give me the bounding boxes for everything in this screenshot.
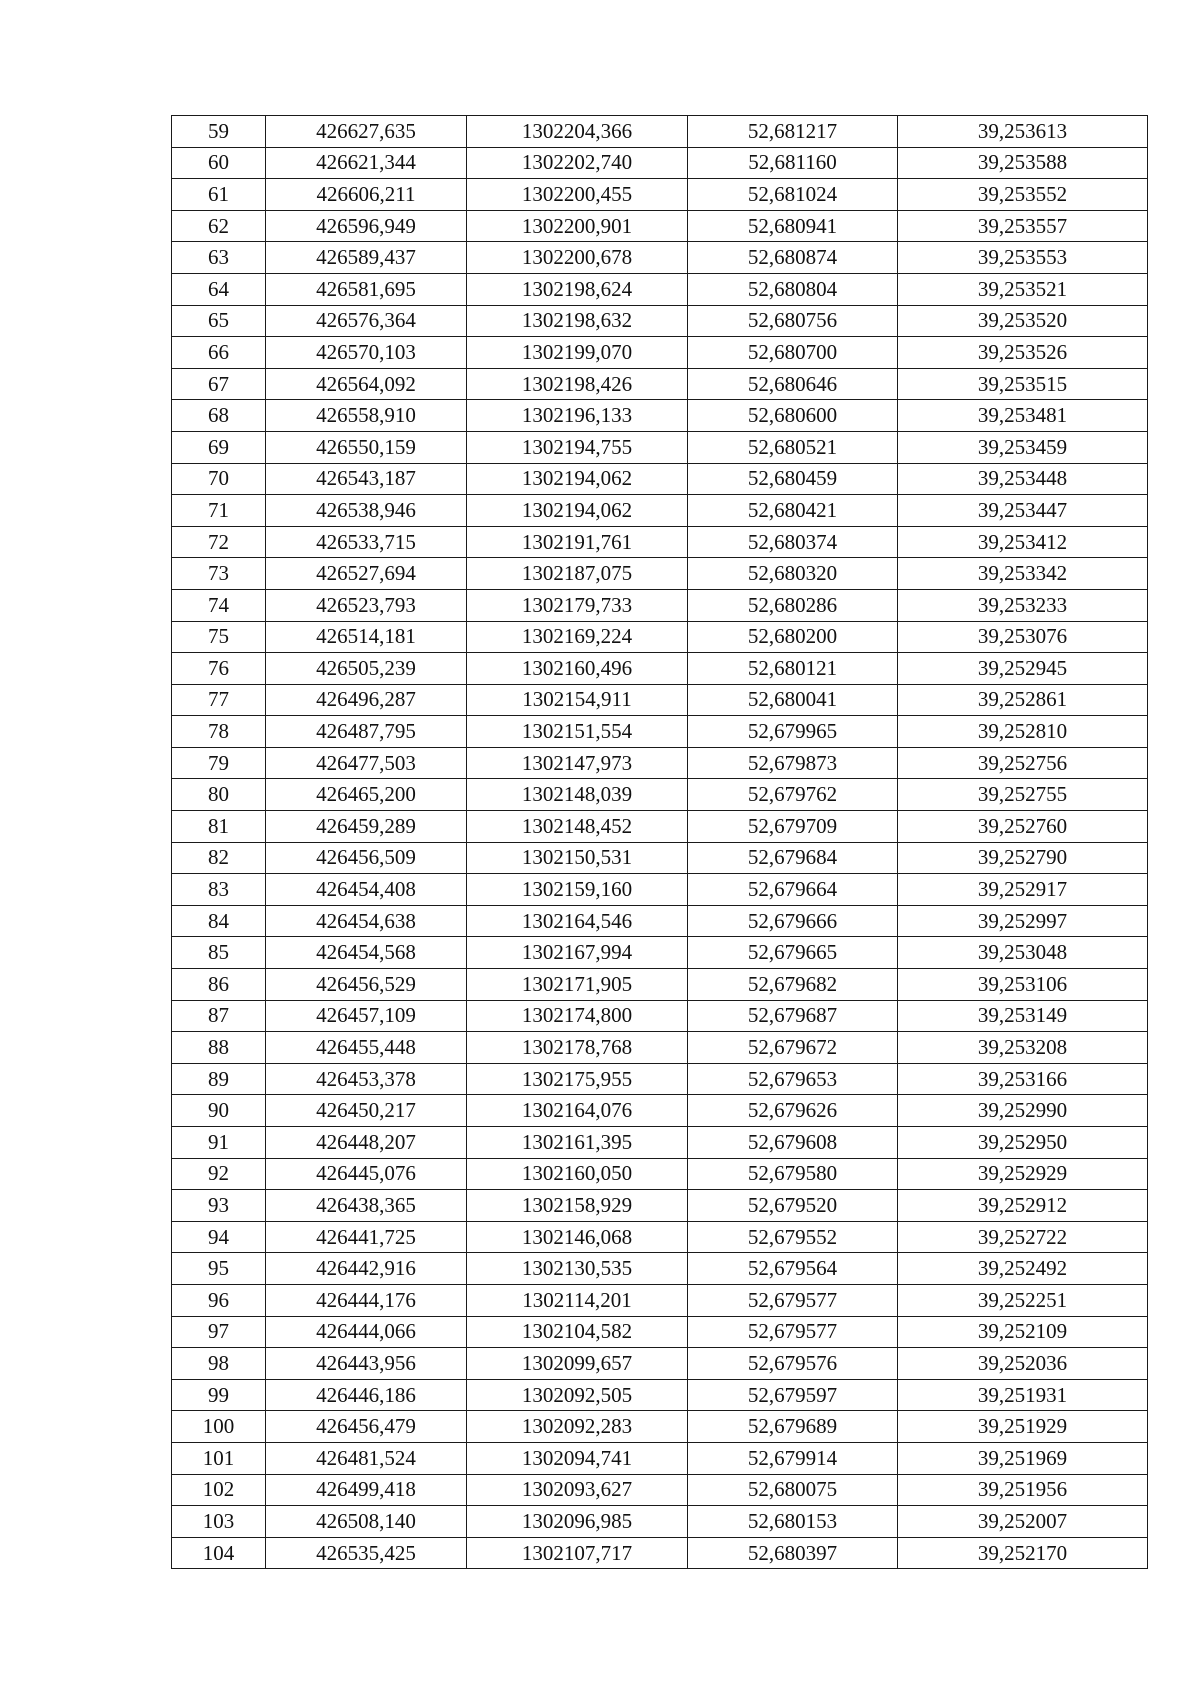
- longitude-cell: 39,251956: [898, 1474, 1148, 1506]
- longitude-cell: 39,252756: [898, 747, 1148, 779]
- x-coordinate-cell: 426453,378: [266, 1063, 467, 1095]
- point-number-cell: 68: [172, 400, 266, 432]
- y-coordinate-cell: 1302150,531: [467, 842, 688, 874]
- point-number-cell: 84: [172, 905, 266, 937]
- y-coordinate-cell: 1302148,039: [467, 779, 688, 811]
- x-coordinate-cell: 426514,181: [266, 621, 467, 653]
- latitude-cell: 52,679762: [688, 779, 898, 811]
- point-number-cell: 73: [172, 558, 266, 590]
- longitude-cell: 39,253526: [898, 337, 1148, 369]
- longitude-cell: 39,252170: [898, 1537, 1148, 1569]
- x-coordinate-cell: 426441,725: [266, 1221, 467, 1253]
- y-coordinate-cell: 1302202,740: [467, 147, 688, 179]
- longitude-cell: 39,252760: [898, 811, 1148, 843]
- longitude-cell: 39,252810: [898, 716, 1148, 748]
- x-coordinate-cell: 426456,509: [266, 842, 467, 874]
- table-row: [172, 1537, 1148, 1569]
- point-number-cell: 83: [172, 874, 266, 906]
- y-coordinate-cell: 1302167,994: [467, 937, 688, 969]
- longitude-cell: 39,252917: [898, 874, 1148, 906]
- longitude-cell: 39,253342: [898, 558, 1148, 590]
- table-row: [172, 495, 1148, 527]
- latitude-cell: 52,680421: [688, 495, 898, 527]
- latitude-cell: 52,680374: [688, 526, 898, 558]
- y-coordinate-cell: 1302191,761: [467, 526, 688, 558]
- point-number-cell: 94: [172, 1221, 266, 1253]
- y-coordinate-cell: 1302164,076: [467, 1095, 688, 1127]
- table-row: [172, 273, 1148, 305]
- longitude-cell: 39,253412: [898, 526, 1148, 558]
- x-coordinate-cell: 426508,140: [266, 1506, 467, 1538]
- latitude-cell: 52,679580: [688, 1158, 898, 1190]
- y-coordinate-cell: 1302130,535: [467, 1253, 688, 1285]
- latitude-cell: 52,680075: [688, 1474, 898, 1506]
- latitude-cell: 52,680286: [688, 589, 898, 621]
- table-row: [172, 147, 1148, 179]
- y-coordinate-cell: 1302179,733: [467, 589, 688, 621]
- table-row: [172, 1000, 1148, 1032]
- point-number-cell: 96: [172, 1284, 266, 1316]
- point-number-cell: 70: [172, 463, 266, 495]
- latitude-cell: 52,680397: [688, 1537, 898, 1569]
- point-number-cell: 87: [172, 1000, 266, 1032]
- table-row: [172, 937, 1148, 969]
- point-number-cell: 99: [172, 1379, 266, 1411]
- latitude-cell: 52,681024: [688, 179, 898, 211]
- point-number-cell: 93: [172, 1190, 266, 1222]
- table-row: [172, 1348, 1148, 1380]
- x-coordinate-cell: 426456,529: [266, 969, 467, 1001]
- table-row: [172, 463, 1148, 495]
- point-number-cell: 90: [172, 1095, 266, 1127]
- table-row: [172, 1442, 1148, 1474]
- point-number-cell: 75: [172, 621, 266, 653]
- y-coordinate-cell: 1302107,717: [467, 1537, 688, 1569]
- x-coordinate-cell: 426446,186: [266, 1379, 467, 1411]
- x-coordinate-cell: 426438,365: [266, 1190, 467, 1222]
- y-coordinate-cell: 1302094,741: [467, 1442, 688, 1474]
- latitude-cell: 52,679577: [688, 1316, 898, 1348]
- table-row: [172, 1032, 1148, 1064]
- longitude-cell: 39,253588: [898, 147, 1148, 179]
- point-number-cell: 101: [172, 1442, 266, 1474]
- longitude-cell: 39,253521: [898, 273, 1148, 305]
- point-number-cell: 59: [172, 116, 266, 148]
- longitude-cell: 39,253447: [898, 495, 1148, 527]
- table-row: [172, 811, 1148, 843]
- table-row: [172, 305, 1148, 337]
- longitude-cell: 39,253459: [898, 431, 1148, 463]
- y-coordinate-cell: 1302204,366: [467, 116, 688, 148]
- point-number-cell: 102: [172, 1474, 266, 1506]
- latitude-cell: 52,680700: [688, 337, 898, 369]
- latitude-cell: 52,679687: [688, 1000, 898, 1032]
- table-row: [172, 653, 1148, 685]
- table-row: [172, 779, 1148, 811]
- point-number-cell: 60: [172, 147, 266, 179]
- longitude-cell: 39,252722: [898, 1221, 1148, 1253]
- x-coordinate-cell: 426606,211: [266, 179, 467, 211]
- latitude-cell: 52,679664: [688, 874, 898, 906]
- table-row: [172, 747, 1148, 779]
- point-number-cell: 89: [172, 1063, 266, 1095]
- latitude-cell: 52,680200: [688, 621, 898, 653]
- longitude-cell: 39,253552: [898, 179, 1148, 211]
- table-row: [172, 368, 1148, 400]
- x-coordinate-cell: 426499,418: [266, 1474, 467, 1506]
- longitude-cell: 39,251929: [898, 1411, 1148, 1443]
- point-number-cell: 95: [172, 1253, 266, 1285]
- longitude-cell: 39,252007: [898, 1506, 1148, 1538]
- latitude-cell: 52,679608: [688, 1127, 898, 1159]
- longitude-cell: 39,252755: [898, 779, 1148, 811]
- point-number-cell: 64: [172, 273, 266, 305]
- y-coordinate-cell: 1302160,496: [467, 653, 688, 685]
- y-coordinate-cell: 1302114,201: [467, 1284, 688, 1316]
- latitude-cell: 52,679520: [688, 1190, 898, 1222]
- latitude-cell: 52,679552: [688, 1221, 898, 1253]
- latitude-cell: 52,681217: [688, 116, 898, 148]
- longitude-cell: 39,252492: [898, 1253, 1148, 1285]
- latitude-cell: 52,679626: [688, 1095, 898, 1127]
- latitude-cell: 52,680521: [688, 431, 898, 463]
- y-coordinate-cell: 1302104,582: [467, 1316, 688, 1348]
- longitude-cell: 39,252929: [898, 1158, 1148, 1190]
- point-number-cell: 62: [172, 210, 266, 242]
- latitude-cell: 52,680756: [688, 305, 898, 337]
- table-row: [172, 1063, 1148, 1095]
- y-coordinate-cell: 1302099,657: [467, 1348, 688, 1380]
- y-coordinate-cell: 1302154,911: [467, 684, 688, 716]
- x-coordinate-cell: 426581,695: [266, 273, 467, 305]
- longitude-cell: 39,252036: [898, 1348, 1148, 1380]
- x-coordinate-cell: 426459,289: [266, 811, 467, 843]
- point-number-cell: 85: [172, 937, 266, 969]
- y-coordinate-cell: 1302199,070: [467, 337, 688, 369]
- y-coordinate-cell: 1302194,755: [467, 431, 688, 463]
- latitude-cell: 52,680804: [688, 273, 898, 305]
- x-coordinate-cell: 426627,635: [266, 116, 467, 148]
- latitude-cell: 52,679682: [688, 969, 898, 1001]
- latitude-cell: 52,679576: [688, 1348, 898, 1380]
- longitude-cell: 39,252251: [898, 1284, 1148, 1316]
- longitude-cell: 39,252109: [898, 1316, 1148, 1348]
- x-coordinate-cell: 426465,200: [266, 779, 467, 811]
- x-coordinate-cell: 426457,109: [266, 1000, 467, 1032]
- point-number-cell: 98: [172, 1348, 266, 1380]
- table-row: [172, 1284, 1148, 1316]
- point-number-cell: 100: [172, 1411, 266, 1443]
- longitude-cell: 39,252861: [898, 684, 1148, 716]
- table-row: [172, 969, 1148, 1001]
- point-number-cell: 65: [172, 305, 266, 337]
- x-coordinate-cell: 426570,103: [266, 337, 467, 369]
- longitude-cell: 39,253048: [898, 937, 1148, 969]
- x-coordinate-cell: 426454,638: [266, 905, 467, 937]
- x-coordinate-cell: 426445,076: [266, 1158, 467, 1190]
- longitude-cell: 39,252950: [898, 1127, 1148, 1159]
- point-number-cell: 69: [172, 431, 266, 463]
- longitude-cell: 39,252912: [898, 1190, 1148, 1222]
- y-coordinate-cell: 1302148,452: [467, 811, 688, 843]
- table-row: [172, 210, 1148, 242]
- x-coordinate-cell: 426496,287: [266, 684, 467, 716]
- x-coordinate-cell: 426505,239: [266, 653, 467, 685]
- table-row: [172, 621, 1148, 653]
- y-coordinate-cell: 1302198,632: [467, 305, 688, 337]
- x-coordinate-cell: 426487,795: [266, 716, 467, 748]
- table-row: [172, 1095, 1148, 1127]
- longitude-cell: 39,253106: [898, 969, 1148, 1001]
- x-coordinate-cell: 426454,568: [266, 937, 467, 969]
- y-coordinate-cell: 1302194,062: [467, 495, 688, 527]
- x-coordinate-cell: 426558,910: [266, 400, 467, 432]
- x-coordinate-cell: 426523,793: [266, 589, 467, 621]
- table-row: [172, 431, 1148, 463]
- table-row: [172, 842, 1148, 874]
- x-coordinate-cell: 426448,207: [266, 1127, 467, 1159]
- y-coordinate-cell: 1302096,985: [467, 1506, 688, 1538]
- latitude-cell: 52,679709: [688, 811, 898, 843]
- y-coordinate-cell: 1302198,426: [467, 368, 688, 400]
- y-coordinate-cell: 1302194,062: [467, 463, 688, 495]
- x-coordinate-cell: 426444,066: [266, 1316, 467, 1348]
- y-coordinate-cell: 1302171,905: [467, 969, 688, 1001]
- x-coordinate-cell: 426564,092: [266, 368, 467, 400]
- coordinates-table: [171, 115, 1148, 1569]
- point-number-cell: 63: [172, 242, 266, 274]
- table-row: [172, 337, 1148, 369]
- point-number-cell: 76: [172, 653, 266, 685]
- x-coordinate-cell: 426535,425: [266, 1537, 467, 1569]
- y-coordinate-cell: 1302146,068: [467, 1221, 688, 1253]
- y-coordinate-cell: 1302175,955: [467, 1063, 688, 1095]
- point-number-cell: 81: [172, 811, 266, 843]
- longitude-cell: 39,251931: [898, 1379, 1148, 1411]
- y-coordinate-cell: 1302093,627: [467, 1474, 688, 1506]
- point-number-cell: 74: [172, 589, 266, 621]
- y-coordinate-cell: 1302200,901: [467, 210, 688, 242]
- table-row: [172, 1127, 1148, 1159]
- longitude-cell: 39,251969: [898, 1442, 1148, 1474]
- point-number-cell: 61: [172, 179, 266, 211]
- point-number-cell: 67: [172, 368, 266, 400]
- y-coordinate-cell: 1302160,050: [467, 1158, 688, 1190]
- table-row: [172, 400, 1148, 432]
- point-number-cell: 79: [172, 747, 266, 779]
- y-coordinate-cell: 1302198,624: [467, 273, 688, 305]
- point-number-cell: 71: [172, 495, 266, 527]
- table-row: [172, 1253, 1148, 1285]
- point-number-cell: 72: [172, 526, 266, 558]
- y-coordinate-cell: 1302196,133: [467, 400, 688, 432]
- point-number-cell: 104: [172, 1537, 266, 1569]
- longitude-cell: 39,253076: [898, 621, 1148, 653]
- longitude-cell: 39,253149: [898, 1000, 1148, 1032]
- longitude-cell: 39,253515: [898, 368, 1148, 400]
- latitude-cell: 52,679689: [688, 1411, 898, 1443]
- latitude-cell: 52,680153: [688, 1506, 898, 1538]
- latitude-cell: 52,679684: [688, 842, 898, 874]
- x-coordinate-cell: 426443,956: [266, 1348, 467, 1380]
- longitude-cell: 39,253557: [898, 210, 1148, 242]
- x-coordinate-cell: 426576,364: [266, 305, 467, 337]
- point-number-cell: 86: [172, 969, 266, 1001]
- table-row: [172, 179, 1148, 211]
- table-row: [172, 905, 1148, 937]
- table-row: [172, 716, 1148, 748]
- x-coordinate-cell: 426589,437: [266, 242, 467, 274]
- x-coordinate-cell: 426442,916: [266, 1253, 467, 1285]
- latitude-cell: 52,680459: [688, 463, 898, 495]
- y-coordinate-cell: 1302158,929: [467, 1190, 688, 1222]
- table-row: [172, 1221, 1148, 1253]
- y-coordinate-cell: 1302200,678: [467, 242, 688, 274]
- x-coordinate-cell: 426550,159: [266, 431, 467, 463]
- y-coordinate-cell: 1302174,800: [467, 1000, 688, 1032]
- longitude-cell: 39,253233: [898, 589, 1148, 621]
- latitude-cell: 52,680041: [688, 684, 898, 716]
- y-coordinate-cell: 1302092,283: [467, 1411, 688, 1443]
- latitude-cell: 52,679666: [688, 905, 898, 937]
- y-coordinate-cell: 1302092,505: [467, 1379, 688, 1411]
- latitude-cell: 52,679564: [688, 1253, 898, 1285]
- table-row: [172, 526, 1148, 558]
- x-coordinate-cell: 426481,524: [266, 1442, 467, 1474]
- latitude-cell: 52,679577: [688, 1284, 898, 1316]
- y-coordinate-cell: 1302161,395: [467, 1127, 688, 1159]
- table-row: [172, 1316, 1148, 1348]
- y-coordinate-cell: 1302151,554: [467, 716, 688, 748]
- table-row: [172, 1158, 1148, 1190]
- point-number-cell: 77: [172, 684, 266, 716]
- latitude-cell: 52,680320: [688, 558, 898, 590]
- y-coordinate-cell: 1302159,160: [467, 874, 688, 906]
- latitude-cell: 52,679914: [688, 1442, 898, 1474]
- table-row: [172, 1379, 1148, 1411]
- longitude-cell: 39,252997: [898, 905, 1148, 937]
- x-coordinate-cell: 426538,946: [266, 495, 467, 527]
- x-coordinate-cell: 426527,694: [266, 558, 467, 590]
- table-row: [172, 874, 1148, 906]
- longitude-cell: 39,253520: [898, 305, 1148, 337]
- latitude-cell: 52,679672: [688, 1032, 898, 1064]
- latitude-cell: 52,679665: [688, 937, 898, 969]
- latitude-cell: 52,679965: [688, 716, 898, 748]
- y-coordinate-cell: 1302147,973: [467, 747, 688, 779]
- longitude-cell: 39,253481: [898, 400, 1148, 432]
- latitude-cell: 52,681160: [688, 147, 898, 179]
- table-row: [172, 242, 1148, 274]
- point-number-cell: 88: [172, 1032, 266, 1064]
- latitude-cell: 52,680646: [688, 368, 898, 400]
- x-coordinate-cell: 426455,448: [266, 1032, 467, 1064]
- longitude-cell: 39,252990: [898, 1095, 1148, 1127]
- y-coordinate-cell: 1302200,455: [467, 179, 688, 211]
- longitude-cell: 39,253208: [898, 1032, 1148, 1064]
- table-row: [172, 684, 1148, 716]
- point-number-cell: 82: [172, 842, 266, 874]
- longitude-cell: 39,252790: [898, 842, 1148, 874]
- point-number-cell: 97: [172, 1316, 266, 1348]
- latitude-cell: 52,679597: [688, 1379, 898, 1411]
- table-row: [172, 116, 1148, 148]
- table-row: [172, 558, 1148, 590]
- point-number-cell: 91: [172, 1127, 266, 1159]
- x-coordinate-cell: 426596,949: [266, 210, 467, 242]
- table-row: [172, 1411, 1148, 1443]
- x-coordinate-cell: 426477,503: [266, 747, 467, 779]
- latitude-cell: 52,679873: [688, 747, 898, 779]
- point-number-cell: 66: [172, 337, 266, 369]
- y-coordinate-cell: 1302178,768: [467, 1032, 688, 1064]
- x-coordinate-cell: 426533,715: [266, 526, 467, 558]
- x-coordinate-cell: 426444,176: [266, 1284, 467, 1316]
- table-row: [172, 589, 1148, 621]
- table-row: [172, 1474, 1148, 1506]
- point-number-cell: 92: [172, 1158, 266, 1190]
- x-coordinate-cell: 426456,479: [266, 1411, 467, 1443]
- x-coordinate-cell: 426450,217: [266, 1095, 467, 1127]
- x-coordinate-cell: 426543,187: [266, 463, 467, 495]
- longitude-cell: 39,253448: [898, 463, 1148, 495]
- longitude-cell: 39,253613: [898, 116, 1148, 148]
- point-number-cell: 80: [172, 779, 266, 811]
- latitude-cell: 52,680874: [688, 242, 898, 274]
- latitude-cell: 52,680600: [688, 400, 898, 432]
- latitude-cell: 52,680941: [688, 210, 898, 242]
- longitude-cell: 39,253553: [898, 242, 1148, 274]
- table-row: [172, 1506, 1148, 1538]
- y-coordinate-cell: 1302169,224: [467, 621, 688, 653]
- point-number-cell: 78: [172, 716, 266, 748]
- latitude-cell: 52,679653: [688, 1063, 898, 1095]
- x-coordinate-cell: 426454,408: [266, 874, 467, 906]
- table-row: [172, 1190, 1148, 1222]
- coordinates-table-body: [172, 116, 1148, 1569]
- longitude-cell: 39,252945: [898, 653, 1148, 685]
- longitude-cell: 39,253166: [898, 1063, 1148, 1095]
- y-coordinate-cell: 1302164,546: [467, 905, 688, 937]
- y-coordinate-cell: 1302187,075: [467, 558, 688, 590]
- x-coordinate-cell: 426621,344: [266, 147, 467, 179]
- point-number-cell: 103: [172, 1506, 266, 1538]
- latitude-cell: 52,680121: [688, 653, 898, 685]
